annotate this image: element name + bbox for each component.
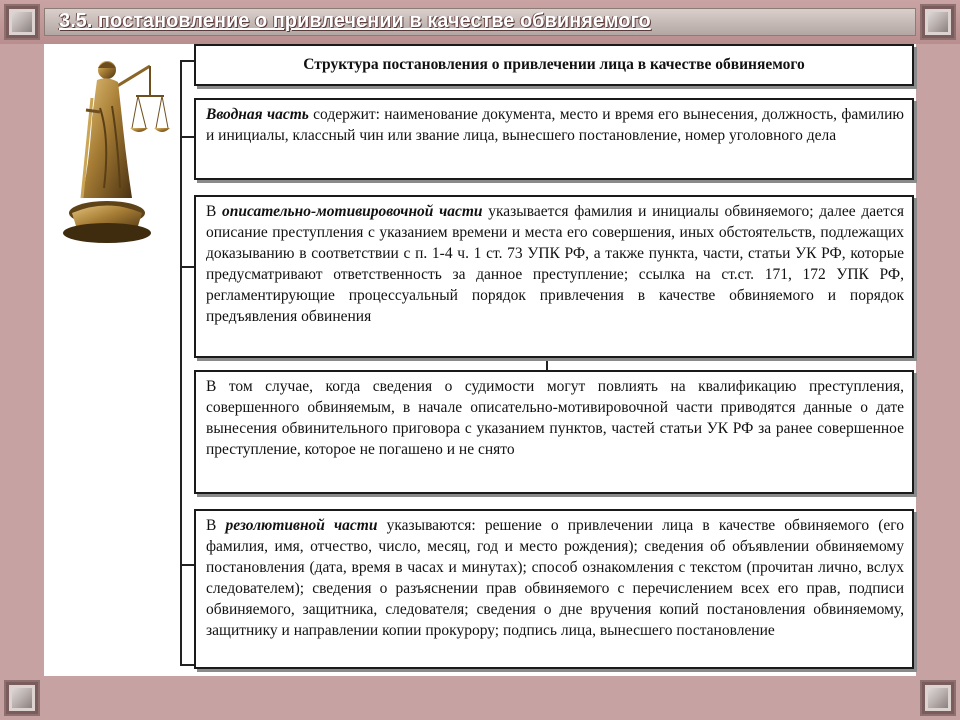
corner-ornament [4, 4, 40, 40]
resolutive-part-label: резолютивной части [225, 517, 378, 534]
structure-header-box [194, 44, 914, 86]
connector-stub [180, 266, 195, 268]
descriptive-part-description: указывается фамилия и инициалы обвиняемого; далее дается описание преступления с указанием времени и места его совершения, иных обстоятельств, подлежащих доказыванию в соответствии с п. 1-4 ч. 1 ст. 73 УПК РФ, а также пункта, части, статьи УК РФ, которые предусматривают ответственность за данное преступление; ссылка на ст.ст. 171, 172 УПК РФ, регламентирующие процессуальный порядок привлечения в качестве обвиняемого и порядок предъявления обвинения [206, 203, 904, 325]
criminal-record-text: В том случае, когда сведения о судимости могут повлиять на квалификацию преступления, совершенного обвиняемым, в начале описательно-мотивировочной части приводятся данные о дате вынесения обвинительного приговора с указанием пунктов, частей статьи УК РФ за ранее совершенное преступление, которое не погашено и не снято [206, 378, 904, 458]
resolutive-part-prefix: В [206, 517, 226, 534]
intro-part-text [196, 100, 912, 146]
criminal-record-box [194, 370, 914, 494]
connector-line [546, 357, 548, 371]
intro-part-description: содержит: наименование документа, место и время его вынесения, должность, фамилию и инициалы, классный чин или звание лица, вынесшего постановление, номер уголовного дела [206, 106, 905, 144]
descriptive-part-text [196, 197, 912, 327]
corner-ornament [4, 680, 40, 716]
resolutive-part-text [196, 511, 912, 641]
connector-stub [180, 564, 195, 566]
connector-stub [180, 664, 195, 666]
corner-ornament [920, 4, 956, 40]
descriptive-part-label: описательно-мотивировочной части [222, 203, 483, 220]
connector-line [180, 60, 182, 664]
corner-ornament [920, 680, 956, 716]
structure-header-text: Структура постановления о привлечении лица в качестве обвиняемого [303, 56, 805, 73]
descriptive-part-prefix: В [206, 203, 223, 220]
slide-title: 3.5. постановление о привлечении в качестве обвиняемого [59, 10, 651, 32]
connector-stub [180, 136, 195, 138]
resolutive-part-box [194, 509, 914, 669]
intro-part-label: Вводная часть [206, 106, 309, 123]
themis-statue-icon [52, 48, 172, 248]
resolutive-part-description: указываются: решение о привлечении лица в качестве обвиняемого (его фамилия, имя, отчество, число, месяц, год и место рождения); сведения об объявлении обвиняемому постановления (дата, время в часах и минутах); способ ознакомления с текстом (прочитан лично, вслух следователем); сведения о разъяснении прав обвиняемого с перечислением всех его прав, подписи обвиняемого, защитника, следователя; сведения о дне вручения копий постановления обвиняемому, защитнику и направлении копии прокурору; подпись лица, вынесшего постановление [206, 517, 905, 639]
side-strip [44, 44, 175, 676]
content-area [44, 44, 916, 676]
descriptive-part-box [194, 195, 914, 358]
connector-stub [180, 60, 195, 62]
intro-part-box [194, 98, 914, 180]
title-bar [44, 8, 916, 36]
